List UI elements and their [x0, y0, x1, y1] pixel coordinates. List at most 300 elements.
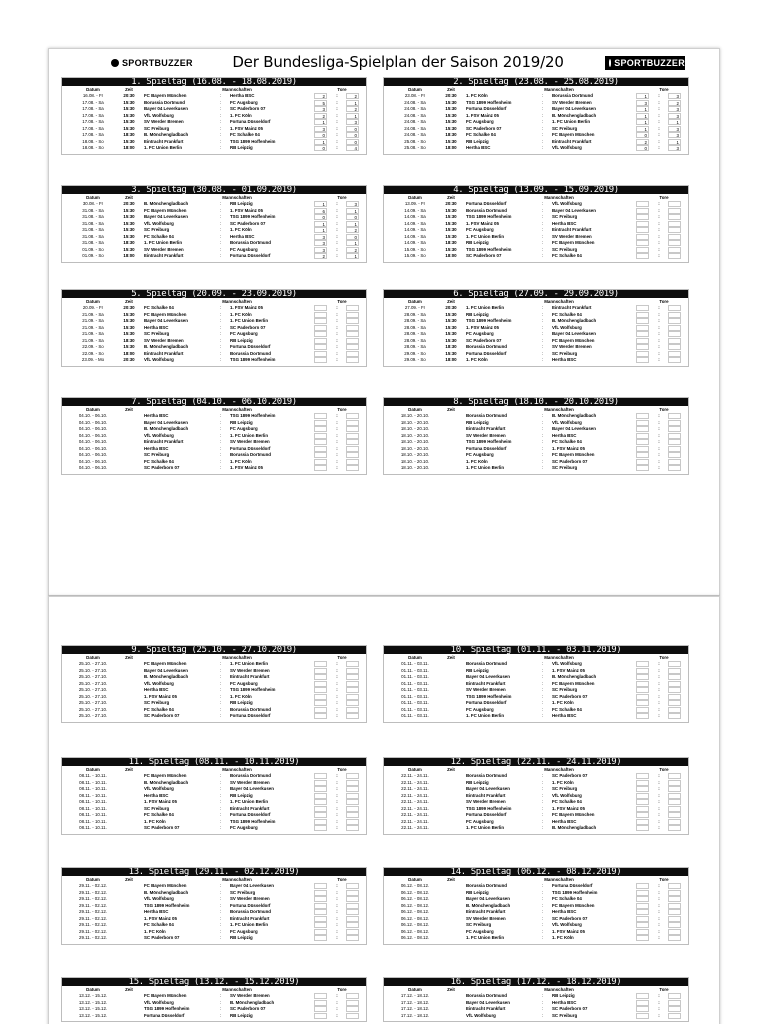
home-goals-field[interactable] [314, 1013, 327, 1019]
score-separator: : [336, 220, 338, 226]
home-goals-field[interactable] [636, 240, 649, 246]
home-goals-field[interactable] [636, 305, 649, 311]
home-goals-field[interactable] [314, 420, 327, 426]
away-goals-field[interactable]: 2 [346, 227, 359, 233]
home-goals-field[interactable] [636, 331, 649, 337]
home-goals-field[interactable] [314, 799, 327, 805]
away-goals-field[interactable]: 0 [346, 139, 359, 145]
away-goals-field[interactable] [668, 253, 681, 259]
home-goals-field[interactable] [314, 325, 327, 331]
away-goals-field[interactable] [346, 1006, 359, 1012]
home-goals-field[interactable] [636, 780, 649, 786]
home-goals-field[interactable] [636, 439, 649, 445]
home-goals-field[interactable] [314, 890, 327, 896]
home-goals-field[interactable]: 0 [314, 214, 327, 220]
home-goals-field[interactable] [314, 661, 327, 667]
away-goals-field[interactable] [668, 890, 681, 896]
team-separator: : [220, 350, 222, 356]
away-goals-field[interactable] [346, 896, 359, 902]
away-goals-field[interactable] [668, 1013, 681, 1019]
away-goals-field[interactable]: 0 [346, 214, 359, 220]
home-goals-field[interactable] [314, 993, 327, 999]
home-goals-field[interactable] [636, 707, 649, 713]
home-goals-field[interactable] [636, 446, 649, 452]
away-goals-field[interactable] [668, 201, 681, 207]
away-goals-field[interactable] [668, 240, 681, 246]
away-goals-field[interactable] [346, 452, 359, 458]
home-goals-field[interactable] [636, 890, 649, 896]
column-teams: Mannschaften [544, 195, 574, 200]
home-goals-field[interactable] [314, 318, 327, 324]
away-goals-field[interactable] [346, 426, 359, 432]
home-goals-field[interactable] [636, 426, 649, 432]
away-goals-field[interactable] [346, 694, 359, 700]
away-goals-field[interactable] [668, 439, 681, 445]
away-goals-field[interactable] [346, 674, 359, 680]
home-goals-field[interactable] [314, 812, 327, 818]
score-separator: : [658, 706, 660, 712]
away-goals-field[interactable]: 1 [346, 100, 359, 106]
away-goals-field[interactable]: 0 [346, 132, 359, 138]
away-goals-field[interactable] [346, 420, 359, 426]
away-goals-field[interactable] [668, 799, 681, 805]
home-goals-field[interactable] [636, 1000, 649, 1006]
away-goals-field[interactable]: 1 [346, 221, 359, 227]
away-goals-field[interactable] [346, 413, 359, 419]
away-goals-field[interactable] [668, 433, 681, 439]
home-goals-field[interactable] [636, 351, 649, 357]
home-goals-field[interactable] [636, 903, 649, 909]
home-goals-field[interactable] [636, 694, 649, 700]
away-goals-field[interactable] [668, 780, 681, 786]
home-team: SC Freiburg [144, 331, 170, 337]
away-goals-field[interactable] [668, 357, 681, 363]
home-goals-field[interactable]: 6 [314, 208, 327, 214]
away-goals-field[interactable] [346, 713, 359, 719]
away-goals-field[interactable]: 3 [668, 145, 681, 151]
away-goals-field[interactable]: 3 [668, 126, 681, 132]
home-goals-field[interactable] [636, 993, 649, 999]
score-separator: : [658, 993, 660, 998]
away-goals-field[interactable] [346, 700, 359, 706]
home-goals-field[interactable] [636, 325, 649, 331]
home-goals-field[interactable] [314, 780, 327, 786]
away-goals-field[interactable] [346, 687, 359, 693]
home-goals-field[interactable] [314, 426, 327, 432]
home-goals-field[interactable] [636, 825, 649, 831]
away-goals-field[interactable] [346, 1013, 359, 1019]
home-goals-field[interactable] [314, 668, 327, 674]
away-goals-field[interactable] [668, 221, 681, 227]
away-goals-field[interactable] [346, 922, 359, 928]
away-goals-field[interactable] [346, 325, 359, 331]
away-goals-field[interactable] [346, 344, 359, 350]
away-goals-field[interactable] [668, 812, 681, 818]
away-goals-field[interactable]: 1 [346, 240, 359, 246]
home-goals-field[interactable] [314, 433, 327, 439]
away-goals-field[interactable] [346, 305, 359, 311]
away-goals-field[interactable] [668, 465, 681, 471]
away-goals-field[interactable] [668, 929, 681, 935]
away-goals-field[interactable] [668, 935, 681, 941]
home-goals-field[interactable] [636, 896, 649, 902]
away-goals-field[interactable] [668, 922, 681, 928]
away-goals-field[interactable] [346, 883, 359, 889]
away-goals-field[interactable] [346, 338, 359, 344]
away-goals-field[interactable] [346, 935, 359, 941]
away-goals-field[interactable] [668, 819, 681, 825]
column-headers [62, 986, 366, 993]
home-goals-field[interactable] [314, 806, 327, 812]
home-goals-field[interactable]: 1 [314, 119, 327, 125]
home-goals-field[interactable] [636, 687, 649, 693]
away-goals-field[interactable] [346, 773, 359, 779]
away-goals-field[interactable] [668, 903, 681, 909]
home-goals-field[interactable]: 1 [636, 93, 649, 99]
away-goals-field[interactable] [668, 1000, 681, 1006]
away-goals-field[interactable]: 3 [346, 201, 359, 207]
away-goals-field[interactable]: 1 [346, 208, 359, 214]
home-goals-field[interactable] [636, 786, 649, 792]
home-goals-field[interactable]: 0 [314, 145, 327, 151]
home-goals-field[interactable] [636, 1013, 649, 1019]
home-goals-field[interactable]: 3 [314, 106, 327, 112]
team-separator: : [542, 902, 544, 908]
home-goals-field[interactable]: 2 [314, 253, 327, 259]
away-goals-field[interactable] [668, 234, 681, 240]
home-goals-field[interactable] [636, 253, 649, 259]
home-goals-field[interactable] [636, 433, 649, 439]
away-goals-field[interactable] [668, 247, 681, 253]
away-goals-field[interactable] [346, 681, 359, 687]
team-separator: : [542, 145, 544, 151]
home-goals-field[interactable]: 1 [636, 113, 649, 119]
home-goals-field[interactable] [314, 452, 327, 458]
home-goals-field[interactable] [314, 793, 327, 799]
home-goals-field[interactable] [636, 668, 649, 674]
column-date: Datum [408, 877, 422, 882]
home-goals-field[interactable] [314, 344, 327, 350]
match-date: 06.12. - 08.12. [400, 922, 430, 928]
home-goals-field[interactable] [314, 707, 327, 713]
home-goals-field[interactable] [636, 916, 649, 922]
home-team: 1. FC Union Berlin [466, 233, 505, 239]
away-goals-field[interactable] [346, 459, 359, 465]
away-goals-field[interactable]: 3 [668, 106, 681, 112]
away-goals-field[interactable] [668, 227, 681, 233]
away-goals-field[interactable] [668, 916, 681, 922]
away-goals-field[interactable] [346, 806, 359, 812]
home-goals-field[interactable] [636, 806, 649, 812]
away-goals-field[interactable] [668, 351, 681, 357]
home-goals-field[interactable] [636, 661, 649, 667]
home-goals-field[interactable]: 3 [314, 126, 327, 132]
away-goals-field[interactable] [668, 713, 681, 719]
away-goals-field[interactable] [346, 1000, 359, 1006]
home-goals-field[interactable] [314, 713, 327, 719]
home-goals-field[interactable]: 3 [314, 234, 327, 240]
home-goals-field[interactable] [314, 773, 327, 779]
away-goals-field[interactable] [346, 331, 359, 337]
away-goals-field[interactable] [346, 780, 359, 786]
matchday-block [61, 977, 367, 1022]
away-goals-field[interactable] [668, 459, 681, 465]
away-goals-field[interactable] [668, 325, 681, 331]
home-goals-field[interactable]: 2 [314, 113, 327, 119]
away-goals-field[interactable] [668, 707, 681, 713]
home-goals-field[interactable] [636, 357, 649, 363]
home-goals-field[interactable] [636, 935, 649, 941]
home-goals-field[interactable] [636, 234, 649, 240]
away-goals-field[interactable] [346, 993, 359, 999]
home-team: Eintracht Frankfurt [144, 439, 184, 445]
home-goals-field[interactable] [636, 214, 649, 220]
away-goals-field[interactable]: 3 [668, 132, 681, 138]
home-goals-field[interactable] [636, 922, 649, 928]
home-goals-field[interactable]: 1 [636, 106, 649, 112]
home-goals-field[interactable] [314, 357, 327, 363]
away-goals-field[interactable] [668, 446, 681, 452]
away-goals-field[interactable] [346, 357, 359, 363]
home-goals-field[interactable] [314, 883, 327, 889]
away-goals-field[interactable] [346, 786, 359, 792]
away-goals-field[interactable]: 1 [346, 113, 359, 119]
home-goals-field[interactable] [314, 819, 327, 825]
home-goals-field[interactable] [636, 1006, 649, 1012]
home-goals-field[interactable] [636, 338, 649, 344]
home-goals-field[interactable] [314, 1006, 327, 1012]
home-goals-field[interactable] [636, 674, 649, 680]
away-goals-field[interactable] [346, 819, 359, 825]
away-goals-field[interactable] [668, 1006, 681, 1012]
home-goals-field[interactable] [636, 713, 649, 719]
away-goals-field[interactable] [346, 433, 359, 439]
home-goals-field[interactable] [314, 825, 327, 831]
home-goals-field[interactable] [314, 896, 327, 902]
away-goals-field[interactable] [346, 793, 359, 799]
home-goals-field[interactable] [314, 459, 327, 465]
away-goals-field[interactable] [668, 318, 681, 324]
team-separator: : [220, 779, 222, 785]
home-goals-field[interactable] [314, 681, 327, 687]
away-goals-field[interactable]: 2 [346, 106, 359, 112]
away-goals-field[interactable] [668, 681, 681, 687]
away-goals-field[interactable] [346, 812, 359, 818]
home-goals-field[interactable] [636, 420, 649, 426]
home-goals-field[interactable] [314, 700, 327, 706]
home-goals-field[interactable] [636, 681, 649, 687]
away-goals-field[interactable] [346, 825, 359, 831]
home-goals-field[interactable]: 1 [636, 126, 649, 132]
away-goals-field[interactable] [668, 694, 681, 700]
match-row [62, 825, 366, 832]
column-teams: Mannschaften [544, 655, 574, 660]
home-goals-field[interactable] [314, 331, 327, 337]
away-goals-field[interactable] [668, 825, 681, 831]
away-goals-field[interactable]: 1 [668, 139, 681, 145]
away-goals-field[interactable] [346, 707, 359, 713]
away-goals-field[interactable] [668, 993, 681, 999]
away-goals-field[interactable] [668, 338, 681, 344]
home-goals-field[interactable]: 1 [314, 227, 327, 233]
home-goals-field[interactable] [314, 786, 327, 792]
home-goals-field[interactable] [636, 247, 649, 253]
home-goals-field[interactable] [636, 909, 649, 915]
away-goals-field[interactable] [346, 351, 359, 357]
home-goals-field[interactable] [314, 909, 327, 915]
away-goals-field[interactable] [668, 668, 681, 674]
away-goals-field[interactable] [346, 929, 359, 935]
home-goals-field[interactable]: 1 [314, 201, 327, 207]
home-goals-field[interactable]: 0 [636, 132, 649, 138]
away-goals-field[interactable] [346, 668, 359, 674]
away-goals-field[interactable] [668, 312, 681, 318]
away-goals-field[interactable]: 1 [668, 119, 681, 125]
away-goals-field[interactable] [668, 793, 681, 799]
home-goals-field[interactable] [314, 694, 327, 700]
home-goals-field[interactable] [636, 812, 649, 818]
match-date: 06.12. - 08.12. [400, 915, 430, 921]
away-goals-field[interactable] [668, 426, 681, 432]
away-goals-field[interactable] [668, 413, 681, 419]
match-date: 29.11. - 02.12. [79, 922, 107, 928]
match-date: 22.11. - 24.11. [401, 773, 429, 778]
away-goals-field[interactable] [668, 331, 681, 337]
team-separator: : [220, 896, 222, 902]
home-team: 1. FC Union Berlin [466, 305, 505, 310]
away-goals-field[interactable]: 3 [668, 93, 681, 99]
away-goals-field[interactable] [346, 318, 359, 324]
home-goals-field[interactable] [636, 201, 649, 207]
home-goals-field[interactable]: 1 [314, 139, 327, 145]
home-goals-field[interactable] [314, 674, 327, 680]
home-goals-field[interactable] [314, 935, 327, 941]
home-goals-field[interactable] [636, 227, 649, 233]
away-goals-field[interactable] [668, 214, 681, 220]
home-goals-field[interactable] [314, 687, 327, 693]
match-time: 15:30 [445, 207, 457, 213]
home-goals-field[interactable] [636, 883, 649, 889]
away-goals-field[interactable] [346, 439, 359, 445]
away-team: TSG 1899 Hoffenheim [230, 214, 276, 220]
away-goals-field[interactable]: 3 [346, 119, 359, 125]
away-goals-field[interactable] [346, 446, 359, 452]
home-team: TSG 1899 Hoffenheim [466, 214, 512, 220]
score-separator: : [336, 786, 338, 792]
home-goals-field[interactable] [314, 312, 327, 318]
score-separator: : [658, 439, 660, 445]
away-goals-field[interactable] [668, 883, 681, 889]
home-goals-field[interactable] [636, 413, 649, 419]
away-goals-field[interactable]: 0 [346, 126, 359, 132]
home-goals-field[interactable]: 1 [314, 221, 327, 227]
home-goals-field[interactable]: 2 [636, 139, 649, 145]
away-goals-field[interactable] [668, 661, 681, 667]
away-goals-field[interactable]: 2 [346, 247, 359, 253]
home-goals-field[interactable] [636, 929, 649, 935]
away-goals-field[interactable] [668, 674, 681, 680]
home-goals-field[interactable] [636, 700, 649, 706]
home-goals-field[interactable]: 3 [636, 100, 649, 106]
home-goals-field[interactable] [314, 903, 327, 909]
away-goals-field[interactable] [668, 909, 681, 915]
home-goals-field[interactable] [314, 351, 327, 357]
away-goals-field[interactable] [668, 420, 681, 426]
home-goals-field[interactable]: 5 [314, 100, 327, 106]
home-goals-field[interactable] [314, 446, 327, 452]
away-goals-field[interactable]: 1 [346, 253, 359, 259]
away-goals-field[interactable] [668, 773, 681, 779]
home-goals-field[interactable] [636, 773, 649, 779]
home-goals-field[interactable]: 0 [636, 145, 649, 151]
home-goals-field[interactable] [636, 221, 649, 227]
away-team: 1. FC Union Berlin [230, 799, 269, 805]
team-separator: : [220, 227, 222, 233]
away-goals-field[interactable] [668, 452, 681, 458]
home-goals-field[interactable]: 3 [314, 247, 327, 253]
home-goals-field[interactable] [636, 459, 649, 465]
home-goals-field[interactable] [636, 208, 649, 214]
home-goals-field[interactable] [314, 413, 327, 419]
away-goals-field[interactable]: 2 [346, 93, 359, 99]
home-goals-field[interactable] [314, 922, 327, 928]
away-goals-field[interactable] [346, 916, 359, 922]
home-goals-field[interactable] [636, 318, 649, 324]
away-goals-field[interactable] [668, 208, 681, 214]
away-goals-field[interactable] [668, 344, 681, 350]
away-goals-field[interactable]: 4 [346, 145, 359, 151]
home-goals-field[interactable] [636, 793, 649, 799]
away-goals-field[interactable] [346, 909, 359, 915]
home-goals-field[interactable]: 2 [314, 93, 327, 99]
home-goals-field[interactable] [636, 344, 649, 350]
home-goals-field[interactable] [314, 439, 327, 445]
away-goals-field[interactable] [668, 786, 681, 792]
away-goals-field[interactable] [346, 661, 359, 667]
away-goals-field[interactable]: 3 [668, 113, 681, 119]
team-separator: : [220, 667, 222, 673]
home-goals-field[interactable]: 0 [314, 132, 327, 138]
away-goals-field[interactable] [346, 799, 359, 805]
away-goals-field[interactable] [668, 806, 681, 812]
home-goals-field[interactable] [314, 465, 327, 471]
home-goals-field[interactable] [636, 799, 649, 805]
home-goals-field[interactable] [636, 819, 649, 825]
away-goals-field[interactable] [668, 305, 681, 311]
home-goals-field[interactable] [314, 1000, 327, 1006]
team-separator: : [220, 706, 222, 712]
home-goals-field[interactable] [314, 929, 327, 935]
away-goals-field[interactable]: 0 [346, 234, 359, 240]
match-date: 22.11. - 24.11. [401, 812, 429, 818]
home-goals-field[interactable]: 3 [314, 240, 327, 246]
away-goals-field[interactable] [668, 896, 681, 902]
home-goals-field[interactable]: 1 [636, 119, 649, 125]
away-goals-field[interactable] [346, 465, 359, 471]
away-goals-field[interactable] [668, 687, 681, 693]
home-goals-field[interactable] [636, 465, 649, 471]
away-goals-field[interactable] [668, 700, 681, 706]
away-goals-field[interactable] [346, 312, 359, 318]
home-goals-field[interactable] [314, 338, 327, 344]
home-goals-field[interactable] [314, 916, 327, 922]
home-goals-field[interactable] [636, 452, 649, 458]
home-goals-field[interactable] [636, 312, 649, 318]
home-goals-field[interactable] [314, 305, 327, 311]
away-goals-field[interactable] [346, 890, 359, 896]
away-goals-field[interactable] [346, 903, 359, 909]
away-goals-field[interactable]: 2 [668, 100, 681, 106]
